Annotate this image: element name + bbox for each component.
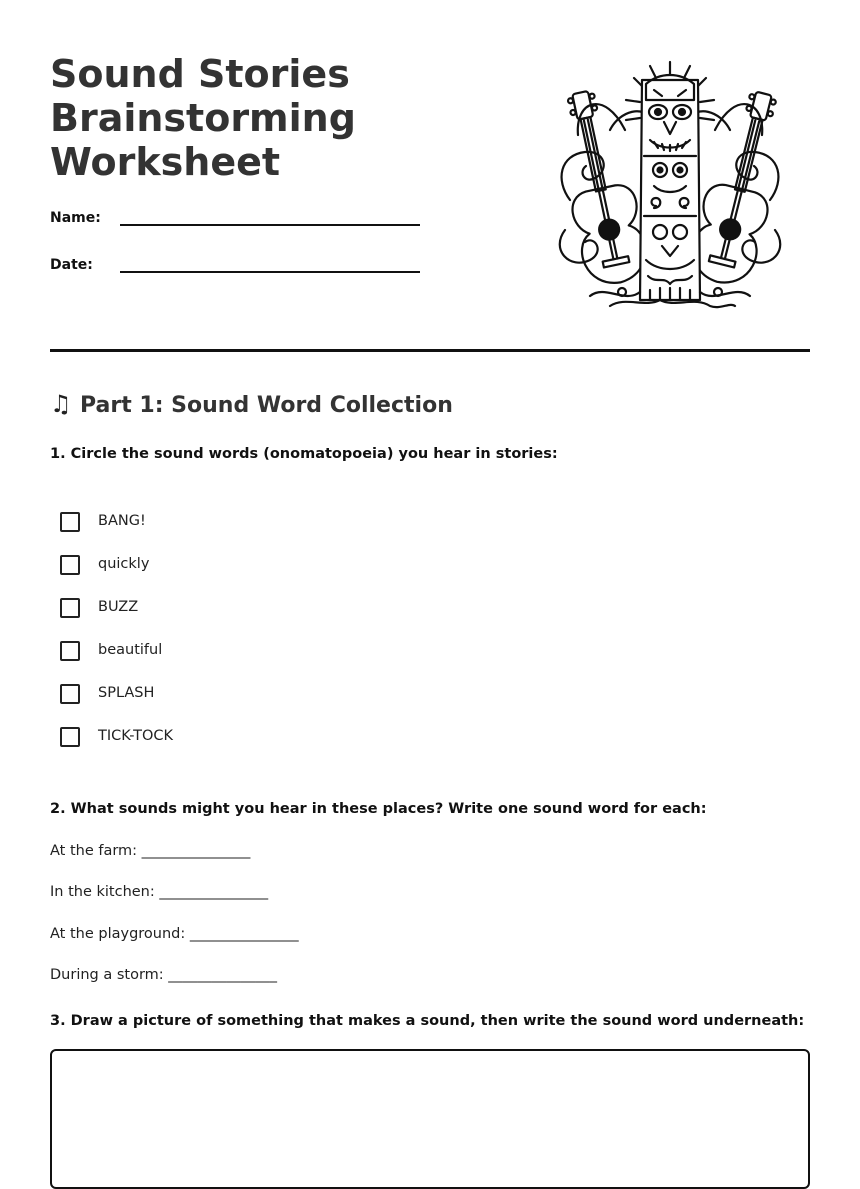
drawing-area[interactable]: [50, 1049, 810, 1189]
part1-title: Part 1: Sound Word Collection: [80, 393, 453, 418]
option-checkbox[interactable]: [60, 512, 80, 532]
question-1-prompt: 1. Circle the sound words (onomatopoeia) you hear in stories:: [50, 446, 558, 462]
option-label: BUZZ: [98, 599, 139, 615]
header-divider: [50, 349, 810, 352]
option-label: BANG!: [98, 513, 146, 529]
option-checkbox[interactable]: [60, 641, 80, 661]
place-answer-line[interactable]: At the playground: _______________: [50, 926, 299, 942]
question-2-prompt: 2. What sounds might you hear in these places? Write one sound word for each:: [50, 801, 707, 817]
name-field-row: [50, 210, 430, 234]
option-checkbox[interactable]: [60, 555, 80, 575]
date-write-line[interactable]: [120, 271, 420, 273]
option-label: TICK-TOCK: [98, 728, 174, 744]
worksheet-title: Sound Stories Brainstorming Worksheet: [50, 52, 356, 184]
part1-heading: [50, 389, 453, 421]
question-3-prompt: 3. Draw a picture of something that makes a sound, then write the sound word underneath:: [50, 1013, 805, 1029]
option-checkbox[interactable]: [60, 727, 80, 747]
name-label: Name:: [50, 210, 101, 226]
music-note-icon: ♫: [50, 390, 72, 418]
option-label: beautiful: [98, 642, 163, 658]
option-label: quickly: [98, 556, 150, 572]
option-label: SPLASH: [98, 685, 155, 701]
tiki-totem-with-ukuleles-illustration: [550, 60, 790, 310]
option-checkbox[interactable]: [60, 684, 80, 704]
place-answer-line[interactable]: In the kitchen: _______________: [50, 884, 269, 900]
date-field-row: [50, 257, 430, 281]
place-answer-line[interactable]: At the farm: _______________: [50, 843, 251, 859]
option-checkbox[interactable]: [60, 598, 80, 618]
date-label: Date:: [50, 257, 93, 273]
place-answer-line[interactable]: During a storm: _______________: [50, 967, 278, 983]
name-write-line[interactable]: [120, 224, 420, 226]
